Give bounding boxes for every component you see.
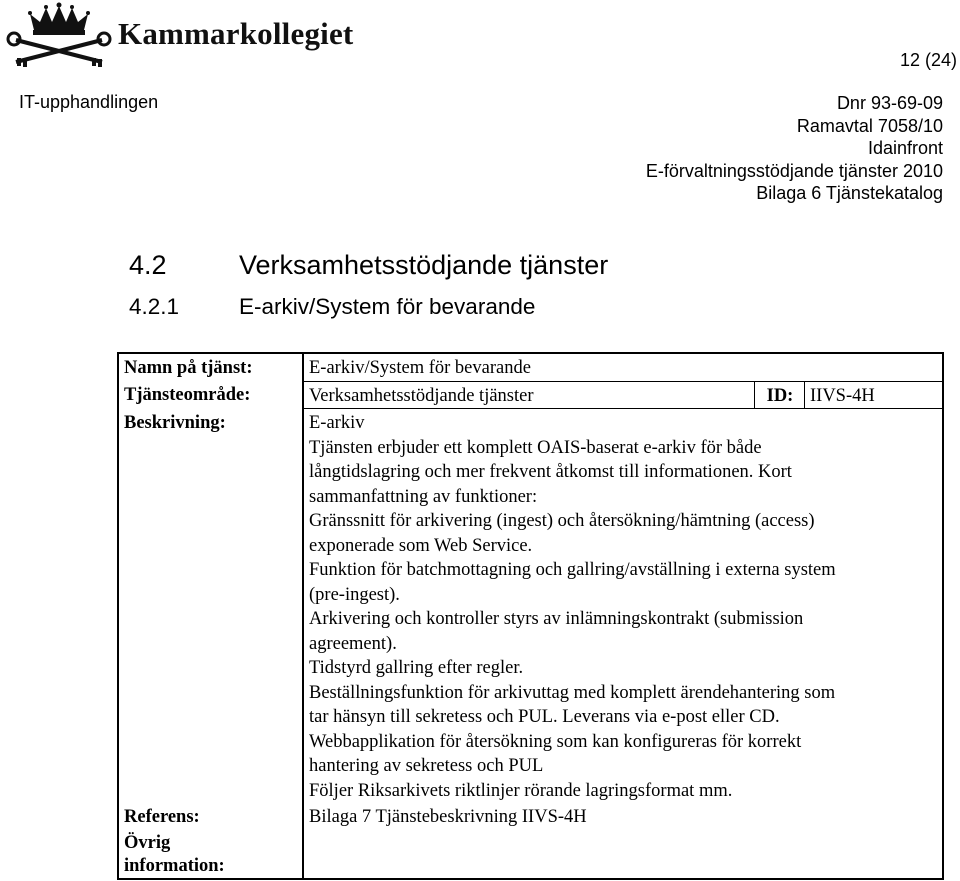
section-heading <box>129 250 608 281</box>
description-line: exponerade som Web Service. <box>309 535 533 556</box>
header-appendix: Bilaga 6 Tjänstekatalog <box>756 183 943 203</box>
description-line: (pre-ingest). <box>309 584 400 605</box>
id-value: IIVS-4H <box>805 381 944 409</box>
subsection-number: 4.2.1 <box>129 294 180 319</box>
description-line: Följer Riksarkivets riktlinjer rörande lagringsformat mm. <box>309 780 733 801</box>
table-row <box>118 409 943 804</box>
header-supplier: Idainfront <box>867 138 943 158</box>
reference-label: Referens: <box>118 803 303 830</box>
description-line: E-arkiv <box>309 413 365 433</box>
section-number: 4.2 <box>129 250 167 280</box>
other-info-label <box>118 830 303 879</box>
name-value: E-arkiv/System för bevarande <box>303 353 943 381</box>
description-line: Webbapplikation för återsökning som kan konfigureras för korrekt <box>309 731 802 752</box>
kammarkollegiet-logo <box>4 2 354 70</box>
description-line: långtidslagring och mer frekvent åtkomst till informationen. Kort <box>309 462 792 482</box>
description-value <box>303 409 943 804</box>
other-info-value <box>303 830 943 879</box>
header-left: IT-upphandlingen <box>19 92 159 112</box>
description-line: Tidstyrd gallring efter regler. <box>309 658 524 678</box>
subsection-title: E-arkiv/System för bevarande <box>239 294 536 319</box>
header-right <box>646 92 943 205</box>
section-title: Verksamhetsstödjande tjänster <box>239 250 609 280</box>
description-line: Tjänsten erbjuder ett komplett OAIS-baserat e-arkiv för både <box>309 437 762 458</box>
header-ramavtal: Ramavtal 7058/10 <box>796 115 943 136</box>
description-label: Beskrivning: <box>118 409 303 804</box>
description-line: Arkivering och kontroller styrs av inlämningskontrakt (submission <box>309 609 804 629</box>
header-procurement: E-förvaltningsstödjande tjänster 2010 <box>645 160 943 181</box>
area-label: Tjänsteområde: <box>118 381 303 409</box>
description-line: Funktion för batchmottagning och gallring/avställning i externa system <box>309 560 836 580</box>
description-line: Beställningsfunktion för arkivuttag med komplett ärendehantering som <box>309 682 836 703</box>
subsection-heading <box>129 294 535 320</box>
description-line: hantering av sekretess och PUL <box>309 756 544 776</box>
other-info-label-line2: information: <box>124 855 225 876</box>
other-info-label-line1: Övrig <box>124 832 171 853</box>
description-line: sammanfattning av funktioner: <box>309 486 538 507</box>
table-row <box>118 830 943 879</box>
header-dnr: Dnr 93-69-09 <box>836 93 943 113</box>
description-line: Gränssnitt för arkivering (ingest) och återsökning/hämtning (access) <box>309 511 815 531</box>
description-line: agreement). <box>309 633 397 654</box>
table-row <box>118 803 943 830</box>
table-row <box>118 381 943 409</box>
logo-wordmark: Kammarkollegiet <box>118 16 354 51</box>
page-number: 12 (24) <box>899 50 957 70</box>
service-table <box>117 352 944 880</box>
id-label: ID: <box>755 381 805 409</box>
reference-value: Bilaga 7 Tjänstebeskrivning IIVS-4H <box>303 803 943 830</box>
table-row <box>118 353 943 381</box>
area-value: Verksamhetsstödjande tjänster <box>303 381 755 409</box>
description-line: tar hänsyn till sekretess och PUL. Leverans via e-post eller CD. <box>309 707 780 727</box>
crown-and-keys-emblem-icon <box>4 2 114 68</box>
name-label: Namn på tjänst: <box>118 353 303 381</box>
